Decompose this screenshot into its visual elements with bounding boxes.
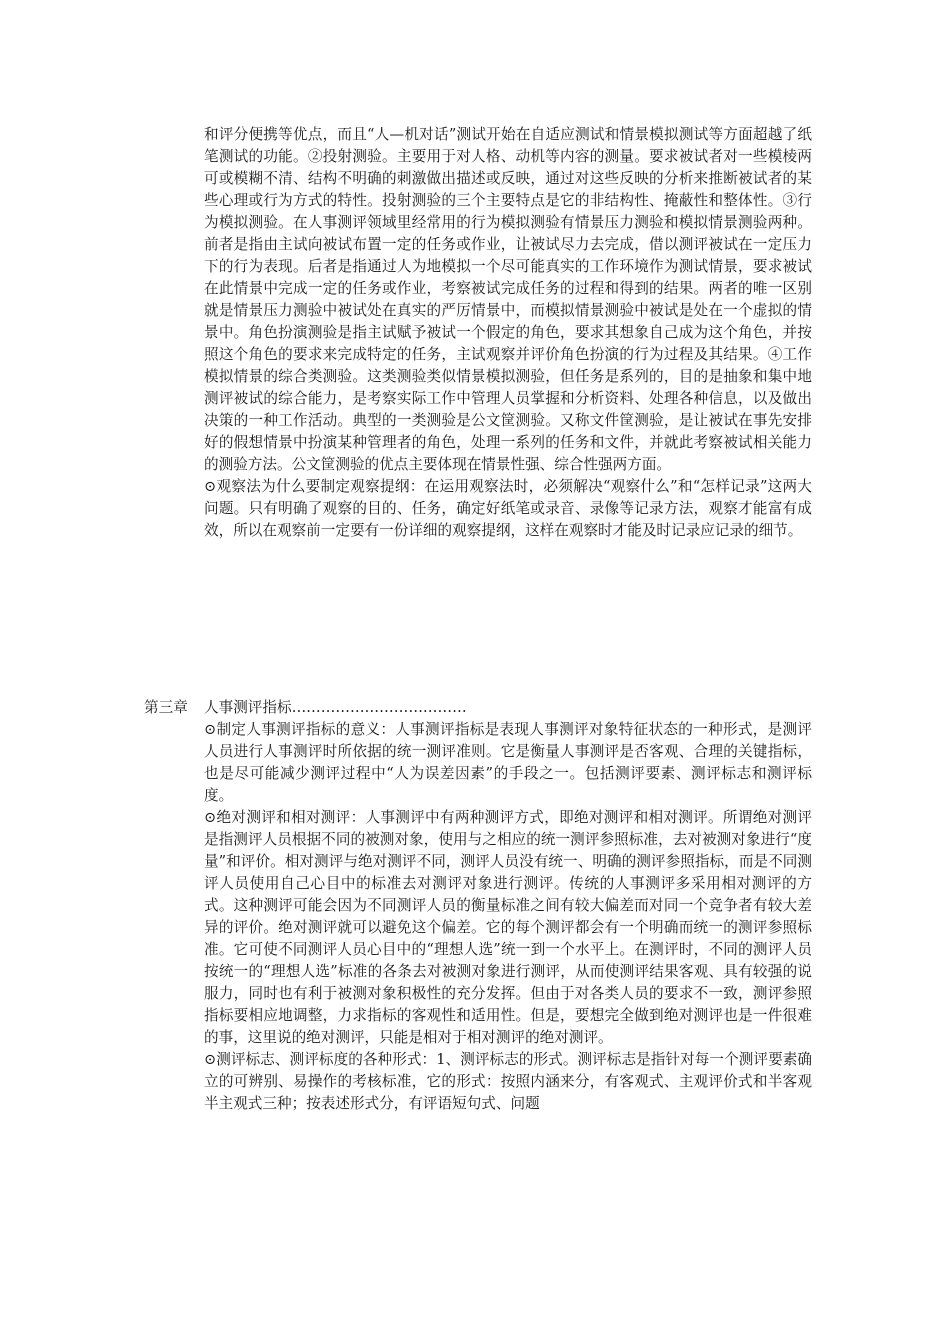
paragraph-test-methods: 和评分便携等优点，而且“人—机对话”测试开始在自适应测试和情景模拟测试等方面超越了纸笔测试的功能。②投射测验。主要用于对人格、动机等内容的测量。要求被试者对一些模棱两可或模糊不清、结构不明确的刺激做出描述或反映，通过对这些反映的分析来推断被试者的某些心理或行为方式的特性。投射测验的三个主要特点是它的非结构性、掩蔽性和整体性。③行为模拟测验。在人事测评领域里经常用的行为模拟测验有情景压力测验和模拟情景测验两种。前者是指由主试向被试布置一定的任务或作业，让被试尽力去完成，借以测评被试在一定压力下的行为表现。后者是指通过人为地模拟一个尽可能真实的工作环境作为测试情景，要求被试在此情景中完成一定的任务或作业，考察被试完成任务的过程和得到的结果。两者的唯一区别就是情景压力测验中被试处在真实的严厉情景中，而模拟情景测验中被试是处在一个虚拟的情景中。角色扮演测验是指主试赋予被试一个假定的角色，要求其想象自己成为这个角色，并按照这个角色的要求来完成特定的任务，主试观察并评价角色扮演的行为过程及其结果。④工作模拟情景的综合类测验。这类测验类似情景模拟测验，但任务是系列的，目的是抽象和集中地测评被试的综合能力，是考察实际工作中管理人员掌握和分析资料、处理各种信息，以及做出决策的一种工作活动。典型的一类测验是公文筐测验。又称文件筐测验，是让被试在事先安排好的假想情景中扮演某种管理者的角色，处理一系列的任务和文件，并就此考察被试相关能力的测验方法。公文筐测验的优点主要体现在情景性强、综合性强两方面。: [204, 126, 812, 473]
paragraph-observation-outline: ⊙观察法为什么要制定观察提纲：在运用观察法时，必须解决“观察什么”和“怎样记录”这两大问题。只有明确了观察的目的、任务，确定好纸笔或录音、录像等记录方法，观察才能富有成效，所以在观察前一定要有一份详细的观察提纲，这样在观察时才能及时记录应记录的细节。: [204, 478, 812, 539]
paragraph-absolute-relative: ⊙绝对测评和相对测评：人事测评中有两种测评方式，即绝对测评和相对测评。所谓绝对测评是指测评人员根据不同的被测对象，使用与之相应的统一测评参照标准，去对被测对象进行“度量”和评价。相对测评与绝对测评不同，测评人员没有统一、明确的测评参照指标，而是不同测评人员使用自己心目中的标准去对测评对象进行测评。传统的人事测评多采用相对测评的方式。这种测评可能会因为不同测评人员的衡量标准之间有较大偏差而对同一个竞争者有较大差异的评价。绝对测评就可以避免这个偏差。它的每个测评都会有一个明确而统一的测评参照标准。它可使不同测评人员心目中的“理想人选”统一到一个水平上。在测评时，不同的测评人员按统一的“理想人选”标准的各条去对被测对象进行测评，从而使测评结果客观、具有较强的说服力，同时也有利于被测对象积极性的充分发挥。但由于对各类人员的要求不一致，测评参照指标要相应地调整，力求指标的客观性和适用性。但是，要想完全做到绝对测评也是一件很难的事，这里说的绝对测评，只能是相对于相对测评的绝对测评。: [204, 809, 812, 1046]
paragraph-marks-scales: ⊙测评标志、测评标度的各种形式：1、测评标志的形式。测评标志是指针对每一个测评要素确立的可辨别、易操作的考核标准，它的形式：按照内涵来分，有客观式、主观评价式和半客观半主观式三种；按表述形式分，有评语短句式、问题: [204, 1051, 812, 1112]
paragraph-indicator-meaning: ⊙制定人事测评指标的意义：人事测评指标是表现人事测评对象特征状态的一种形式，是测评人员进行人事测评时所依据的统一测评准则。它是衡量人事测评是否客观、合理的关键指标，也是尽可能减少测评过程中“人为误差因素”的手段之一。包括测评要素、测评标志和测评标度。: [204, 721, 812, 804]
chapter-heading: [144, 697, 812, 719]
chapter-title: 人事测评指标………………………………: [204, 699, 467, 716]
body-section-bottom: [204, 719, 812, 1115]
body-section-top: [204, 124, 812, 542]
chapter-number: 第三章: [144, 699, 188, 716]
